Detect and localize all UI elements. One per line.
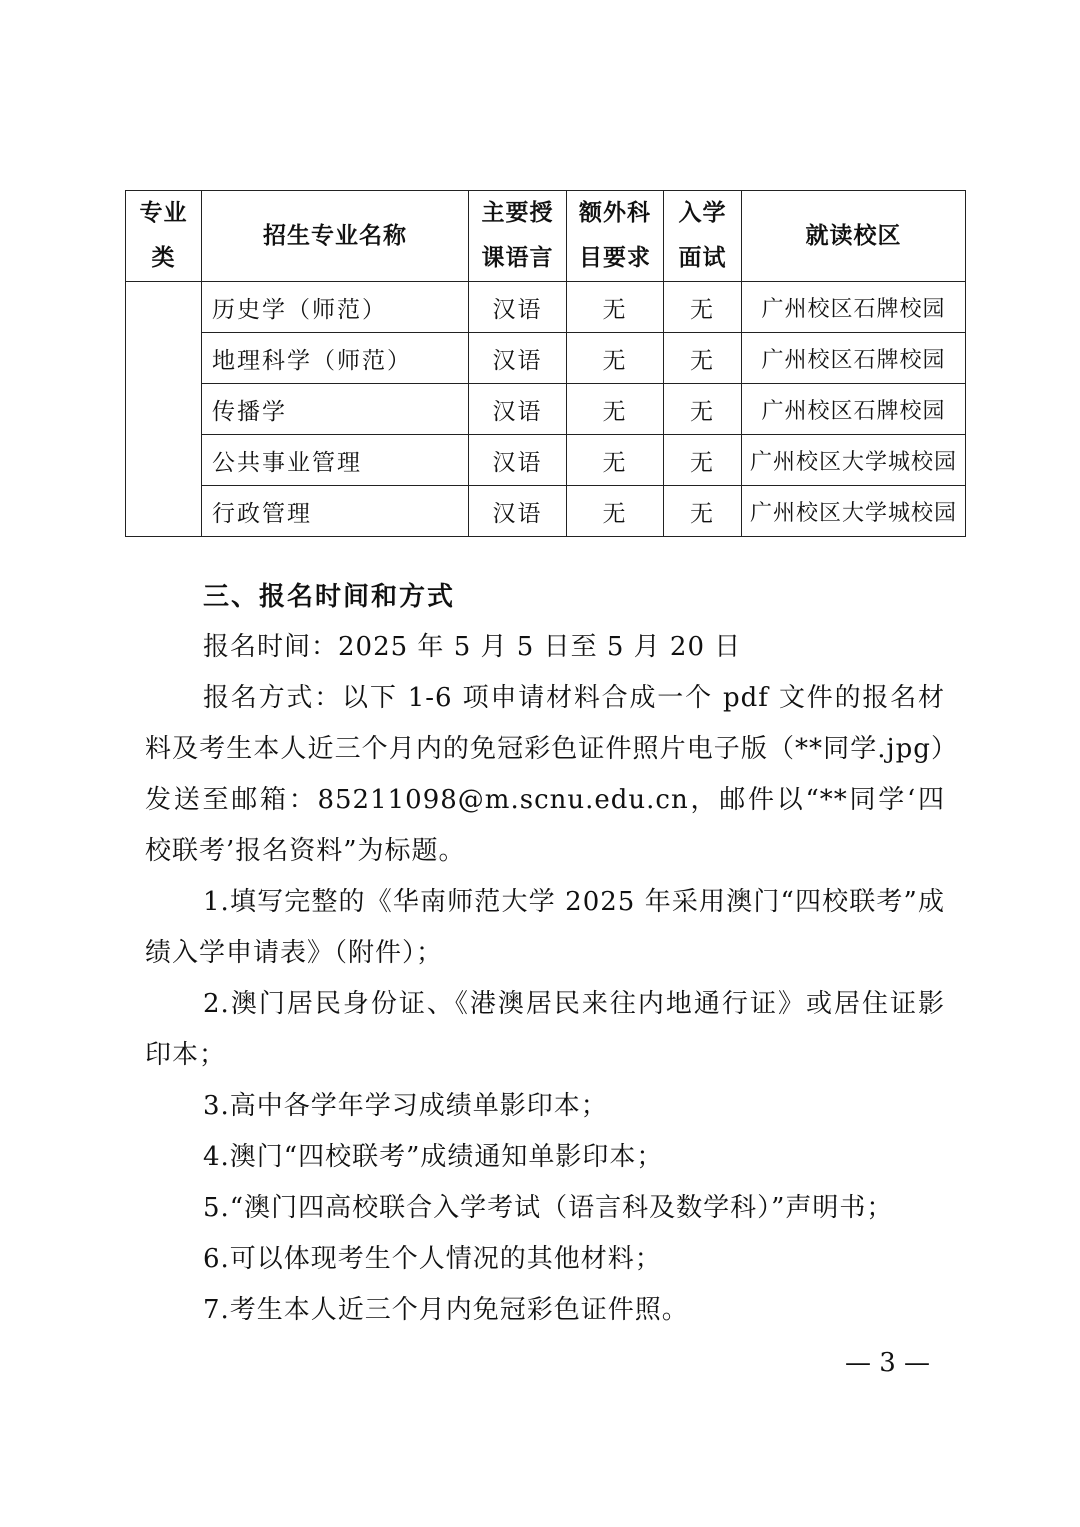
requirement-item: 7.考生本人近三个月内免冠彩色证件照。 (203, 1295, 689, 1325)
majors-table (125, 190, 966, 537)
major-name: 行政管理 (202, 486, 469, 537)
category-cell (126, 282, 202, 537)
table-row (126, 384, 966, 435)
interview: 无 (664, 384, 742, 435)
header-language-l1: 主要授 (481, 200, 554, 226)
campus: 广州校区大学城校园 (742, 435, 966, 486)
interview: 无 (664, 282, 742, 333)
table-row (126, 333, 966, 384)
major-name: 地理科学（师范） (202, 333, 469, 384)
requirement-item: 1.填写完整的《华南师范大学 2025 年采用澳门“四校联考”成绩入学申请表》（附件）； (145, 887, 945, 968)
major-name: 传播学 (202, 384, 469, 435)
header-interview (664, 191, 742, 282)
campus: 广州校区大学城校园 (742, 486, 966, 537)
major-name: 公共事业管理 (202, 435, 469, 486)
header-category-l1: 专业 (139, 200, 188, 226)
interview: 无 (664, 333, 742, 384)
requirement-item: 5.“澳门四高校联合入学考试（语言科及数学科）”声明书； (203, 1193, 894, 1223)
campus: 广州校区石牌校园 (742, 384, 966, 435)
header-interview-l1: 入学 (678, 200, 727, 226)
table-header-row (126, 191, 966, 282)
registration-method: 报名方式：以下 1-6 项申请材料合成一个 pdf 文件的报名材料及考生本人近三个月内的免冠彩色证件照片电子版（**同学.jpg）发送至邮箱：85211098@m.scnu.edu.cn，邮件以“**同学‘四校联考’报名资料”为标题。 (145, 683, 945, 866)
requirement-item: 4.澳门“四校联考”成绩通知单影印本； (203, 1142, 664, 1172)
header-extra-l1: 额外科 (579, 200, 651, 226)
extra-subject: 无 (567, 435, 664, 486)
language: 汉语 (469, 486, 567, 537)
language: 汉语 (469, 333, 567, 384)
extra-subject: 无 (567, 486, 664, 537)
header-category (126, 191, 202, 282)
language: 汉语 (469, 282, 567, 333)
campus: 广州校区石牌校园 (742, 333, 966, 384)
header-interview-l2: 面试 (678, 245, 727, 271)
extra-subject: 无 (567, 384, 664, 435)
interview: 无 (664, 486, 742, 537)
requirement-item: 2.澳门居民身份证、《港澳居民来往内地通行证》或居住证影印本； (145, 989, 945, 1070)
header-extra-subject (567, 191, 664, 282)
table-row (126, 282, 966, 333)
header-major-name: 招生专业名称 (202, 191, 469, 282)
extra-subject: 无 (567, 333, 664, 384)
campus: 广州校区石牌校园 (742, 282, 966, 333)
header-campus: 就读校区 (742, 191, 966, 282)
table-row (126, 435, 966, 486)
header-language (469, 191, 567, 282)
section-title: 三、报名时间和方式 (203, 582, 456, 612)
extra-subject: 无 (567, 282, 664, 333)
requirement-item: 6.可以体现考生个人情况的其他材料； (203, 1244, 662, 1274)
header-language-l2: 课语言 (481, 245, 554, 271)
requirement-item: 3.高中各学年学习成绩单影印本； (203, 1091, 608, 1121)
major-name: 历史学（师范） (202, 282, 469, 333)
interview: 无 (664, 435, 742, 486)
header-category-l2: 类 (151, 245, 176, 271)
registration-time: 报名时间：2025 年 5 月 5 日至 5 月 20 日 (203, 632, 742, 662)
header-extra-l2: 目要求 (579, 245, 651, 271)
table-row (126, 486, 966, 537)
page-number: — 3 — (844, 1348, 931, 1378)
language: 汉语 (469, 384, 567, 435)
language: 汉语 (469, 435, 567, 486)
